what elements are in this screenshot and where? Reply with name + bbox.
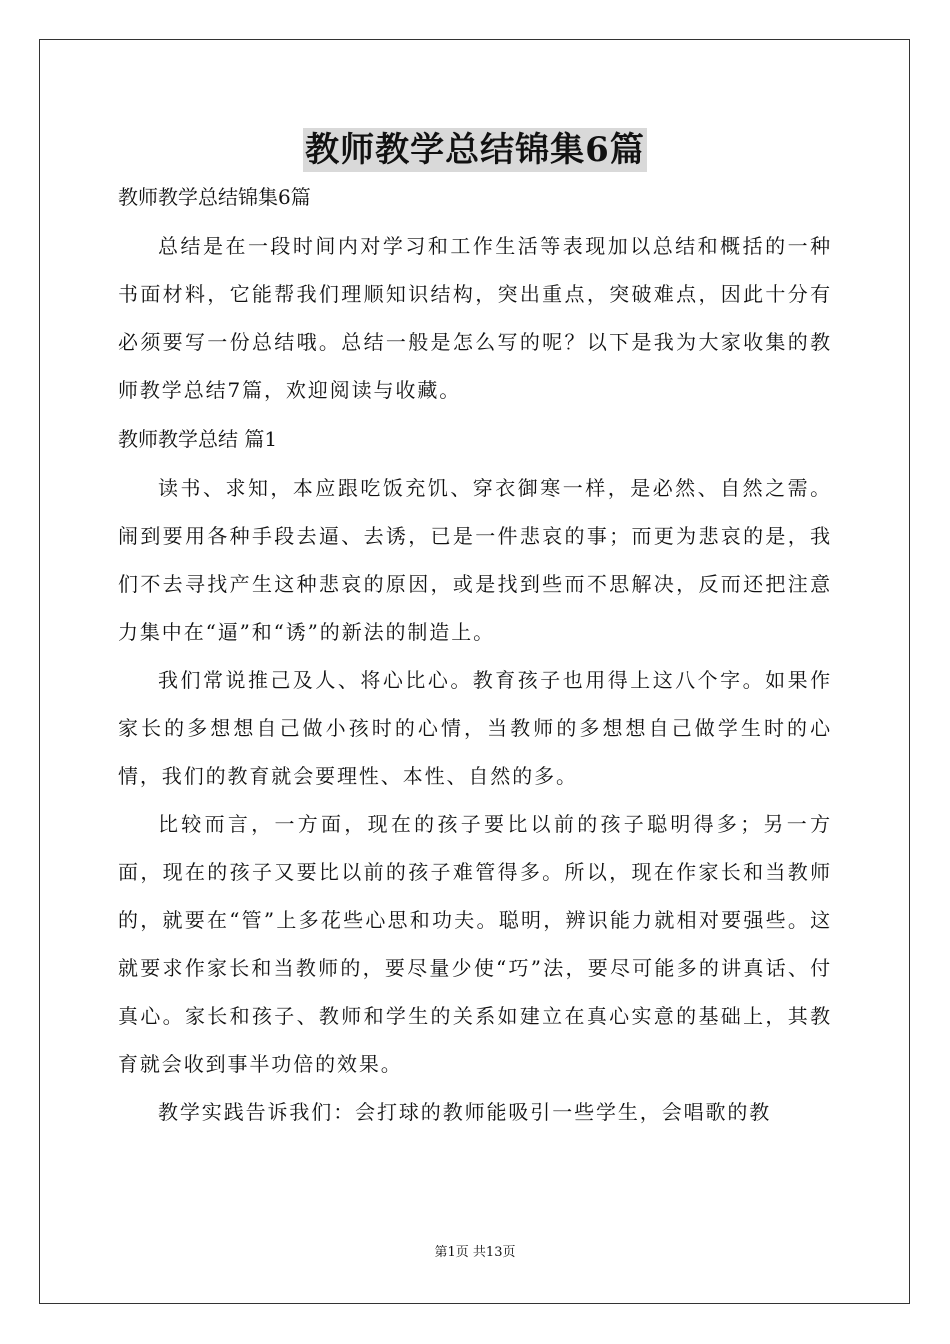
page-footer: 第1页 共13页: [434, 1245, 516, 1260]
document-body: [118, 128, 832, 1136]
section-heading: 教师教学总结 篇1: [118, 427, 278, 451]
body-paragraph-3: 比较而言，一方面，现在的孩子要比以前的孩子聪明得多；另一方面，现在的孩子又要比以前的孩子难管得多。所以，现在作家长和当教师的，就要在“管”上多花些心思和功夫。聪明，辨识能力就相对要强些。这就要求作家长和当教师的，要尽量少使“巧”法，要尽可能多的讲真话、付真心。家长和孩子、教师和学生的关系如建立在真心实意的基础上，其教育就会收到事半功倍的效果。: [118, 812, 832, 1076]
title-container: [118, 128, 832, 172]
body-paragraph-2: 我们常说推己及人、将心比心。教育孩子也用得上这八个字。如果作家长的多想想自己做小孩时的心情，当教师的多想想自己做学生时的心情，我们的教育就会要理性、本性、自然的多。: [118, 668, 832, 788]
intro-paragraph: 总结是在一段时间内对学习和工作生活等表现加以总结和概括的一种书面材料，它能帮我们理顺知识结构，突出重点，突破难点，因此十分有必须要写一份总结哦。总结一般是怎么写的呢？以下是我为大家收集的教师教学总结7篇，欢迎阅读与收藏。: [118, 234, 832, 402]
document-subtitle: 教师教学总结锦集6篇: [118, 185, 311, 209]
body-paragraph-4: 教学实践告诉我们：会打球的教师能吸引一些学生，会唱歌的教: [158, 1100, 772, 1124]
document-title: 教师教学总结锦集6篇: [305, 130, 645, 170]
body-paragraph-1: 读书、求知，本应跟吃饭充饥、穿衣御寒一样，是必然、自然之需。闹到要用各种手段去逼、去诱，已是一件悲哀的事；而更为悲哀的是，我们不去寻找产生这种悲哀的原因，或是找到些而不思解决，反而还把注意力集中在“逼”和“诱”的新法的制造上。: [118, 476, 832, 644]
